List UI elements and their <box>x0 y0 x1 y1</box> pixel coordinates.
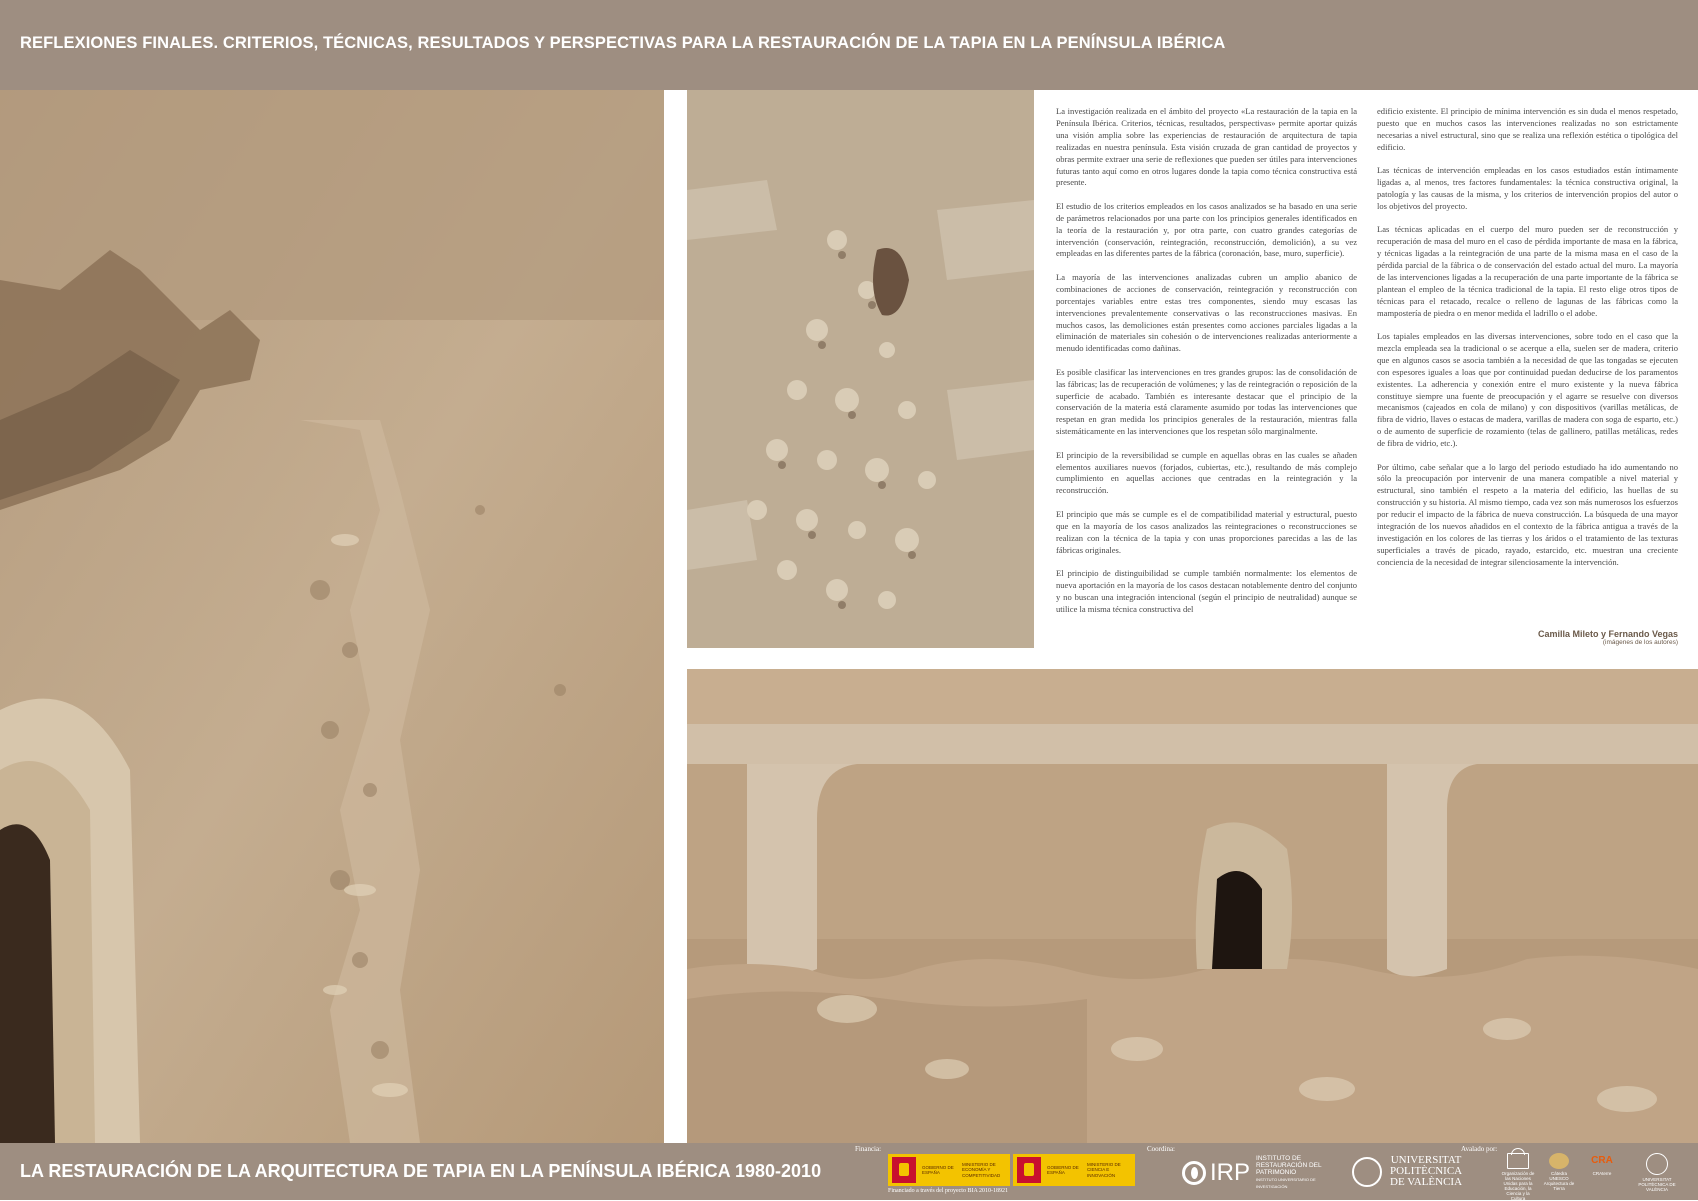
upv-small-logo: UNIVERSITAT POLITÈCNICA DE VALÈNCIA <box>1636 1153 1678 1192</box>
authors: Camilla Mileto y Fernando Vegas <box>1537 629 1678 639</box>
paragraph: El principio que más se cumple es el de compatibilidad material y estructural, puesto que en la mayoría de los casos analizados las reintegraciones o reconstrucciones se realizan con la técnica de la tapia y con unas proporciones parecidas a las de las fábricas originales. <box>1056 508 1357 555</box>
photo-wall-arch <box>0 90 664 1143</box>
financia-label: Financia: <box>855 1145 882 1153</box>
paragraph: Las técnicas aplicadas en el cuerpo del muro pueden ser de reconstrucción y recuperación de masa del muro en el caso de pérdida importante de masa en la fábrica, y técnicas ligadas a la reintegración de una parte de la misma masa en el caso de la pérdida parcial de la fábrica o de conservación del estado actual del muro. La mayoría de las intervenciones ligadas a la recuperación de una parte importante de la fábrica se plantean el empleo de la técnica tradicional de la tapia. El resto elige otros tipos de técnicas para el retacado, recalce o relleno de lagunas de las fábricas como la mampostería de piedra o en menor medida el ladrillo o el adobe. <box>1377 224 1678 318</box>
paragraph: El principio de distinguibilidad se cumple también normalmente: los elementos de nueva aportación en la mayoría de los casos destacan notablemente dentro del conjunto y no buscan una integración intencional (según el principio de neutralidad) aunque se utilice la misma técnica constructiva del <box>1056 567 1357 614</box>
coat-of-arms-icon <box>1017 1157 1041 1183</box>
upv-logo: UNIVERSITAT POLITÈCNICA DE VALÈNCIA <box>1352 1155 1462 1188</box>
funding-note: Financiado a través del proyecto BIA 2010-18921 <box>888 1188 1008 1194</box>
coat-of-arms-icon <box>892 1157 916 1183</box>
paragraph: Es posible clasificar las intervenciones en tres grandes grupos: las de consolidación de las fábricas; las de recuperación de volúmenes; y las de reintegración o reposición de la superficie de acabado. También es interesante destacar que el principio de la conservación de la materia está claramente asumido por todas las intervenciones que respetan en gran medida los principios generales de la restauración, mientras falla sistemáticamente en las intervenciones que los respetan sólo marginalmente. <box>1056 366 1357 437</box>
footer-band <box>0 1143 1698 1200</box>
craterre-icon: CRA <box>1591 1155 1613 1166</box>
paragraph: edificio existente. El principio de mínima intervención es sin duda el menos respetado, puesto que en muchos casos las intervenciones realizadas no son estrictamente necesarias a nivel estructural, sino que se realiza una reflexión estética o tipológica del edificio. <box>1377 106 1678 152</box>
paragraph: La mayoría de las intervenciones analizadas cubren un amplio abanico de combinaciones de acciones de conservación, reintegración y reconstrucción con porcentajes variables entre estas tres componentes, siendo muy escasas las intervenciones prevalentemente conservativas o las reconstrucciones masivas. En muchos casos, las demoliciones están presentes como acciones parciales ligadas a la eliminación de materiales sin cohesión o de intervenciones realizadas anteriormente a menudo identificadas como dañinas. <box>1056 271 1357 354</box>
header-band <box>0 0 1698 90</box>
earth-chair-icon <box>1549 1153 1569 1169</box>
unesco-logo: Organización de las Naciones Unidas para la Educación, la Ciencia y la Cultura <box>1500 1153 1536 1201</box>
upv-small-seal-icon <box>1646 1153 1668 1175</box>
images-credit: (imágenes de los autores) <box>1602 639 1678 646</box>
photo-restored-wall <box>687 669 1698 1143</box>
chair-logo: Cátedra UNESCO Arquitectura de Tierra <box>1542 1153 1576 1191</box>
irp-logo: IRP INSTITUTO DE RESTAURACIÓN DEL PATRIMONIO INSTITUTO UNIVERSITARIO DE INVESTIGACIÓN <box>1182 1155 1346 1190</box>
paragraph: El principio de la reversibilidad se cumple en aquellas obras en las cuales se añaden elementos auxiliares nuevos (forjados, cubiertas, etc.), resultando de más complejo cumplimiento en aquellas acciones que centradas en la reintegración y la reconstrucción. <box>1056 449 1357 496</box>
paragraph: La investigación realizada en el ámbito del proyecto «La restauración de la tapia en la Península Ibérica. Criterios, técnicas, resultados, perspectivas» permite aportar quizás una visión amplia sobre las experiencias de restauración de arquitectura de tapia realizadas en nuestra península. Esta visión cruzada de gran cantidad de proyectos y obras permite extraer una serie de reflexiones que pueden ser útiles para intervenciones futuras tanto aquí como en otros lugares donde la tapia como técnica constructiva está presente. <box>1056 106 1357 188</box>
article-column-2 <box>1377 106 1678 580</box>
paragraph: Los tapiales empleados en las diversas intervenciones, sobre todo en el caso que la mezcla empleada sea la tradicional o se acerque a ella, suelen ser de madera, criterio que en algunos casos se asocia también a la necesidad de que las tongadas se ejecuten con espesores iguales a loas que por continuidad puedan deducirse de los paramentos existentes. La adherencia y conexión entre el muro existente y la nueva fábrica constituye siempre una fuente de preocupación y el agarre se resuelve con diversos mecanismos (cajeados en cola de milano) y con dispositivos (varillas metálicas, de fibra de vidrio, llaves o estacas de madera, varillas de madera con soga de esparto, etc.) o de aumento de superficie de rozamiento (telas de gallinero, patillas metálicas, redes de fibra de vidrio, etc.). <box>1377 331 1678 449</box>
paragraph: Las técnicas de intervención empleadas en los casos estudiados están íntimamente ligadas a, al menos, tres factores fundamentales: la técnica constructiva original, la patología y las causas de la misma, y los criterios de intervención propios del autor o los objetivos del proyecto. <box>1377 165 1678 211</box>
page-title: REFLEXIONES FINALES. CRITERIOS, TÉCNICAS, RESULTADOS Y PERSPECTIVAS PARA LA RESTAURACIÓN DE LA TAPIA EN LA PENÍNSULA IBÉRICA <box>20 34 1226 52</box>
craterre-logo: CRA CRAterre <box>1591 1155 1613 1176</box>
coordina-label: Coordina: <box>1147 1145 1175 1153</box>
author-credits <box>1538 629 1678 646</box>
upv-seal-icon <box>1352 1157 1382 1187</box>
photo-eroded-wall <box>687 90 1034 648</box>
article-column-1 <box>1056 106 1357 627</box>
avalado-label: Avalado por: <box>1461 1145 1498 1153</box>
gov-logo-ciencia: GOBIERNO DE ESPAÑA MINISTERIO DE CIENCIA E INNOVACIÓN <box>1013 1154 1135 1186</box>
paragraph: El estudio de los criterios empleados en los casos analizados se ha basado en una serie de parámetros relacionados por una parte con los principios generales identificados en la teoría de la restauración y, por otra parte, con cuatro grandes categorías de intervención (conservación, reintegración, reconstrucción, demolición), a su vez empleadas en las diferentes partes de la fábrica (coronación, base, muro, superficie). <box>1056 200 1357 259</box>
footer-title: LA RESTAURACIÓN DE LA ARQUITECTURA DE TAPIA EN LA PENÍNSULA IBÉRICA 1980-2010 <box>20 1161 822 1181</box>
paragraph: Por último, cabe señalar que a lo largo del periodo estudiado ha ido aumentando no sólo la preocupación por intervenir de una manera compatible a nivel material y estructural, sino también el respeto a la materia del edificio, las huellas de su construcción y su historia. Al mismo tiempo, cada vez son más numerosos los esfuerzos por reducir el impacto de la fábrica de nueva construcción. La búsqueda de una mayor integración de los nuevos añadidos en el contexto de la fábrica antigua a través de la investigación en los colores de las tierras y los áridos o el tratamiento de las texturas superficiales a través de picado, rayado, estarcido, etc. muestran una creciente conciencia de la necesidad de integrar silenciosamente la intervención. <box>1377 461 1678 567</box>
gov-logo-economia: GOBIERNO DE ESPAÑA MINISTERIO DE ECONOMÍA Y COMPETITIVIDAD <box>888 1154 1010 1186</box>
unesco-temple-icon <box>1507 1153 1529 1169</box>
irp-icon <box>1182 1161 1206 1185</box>
